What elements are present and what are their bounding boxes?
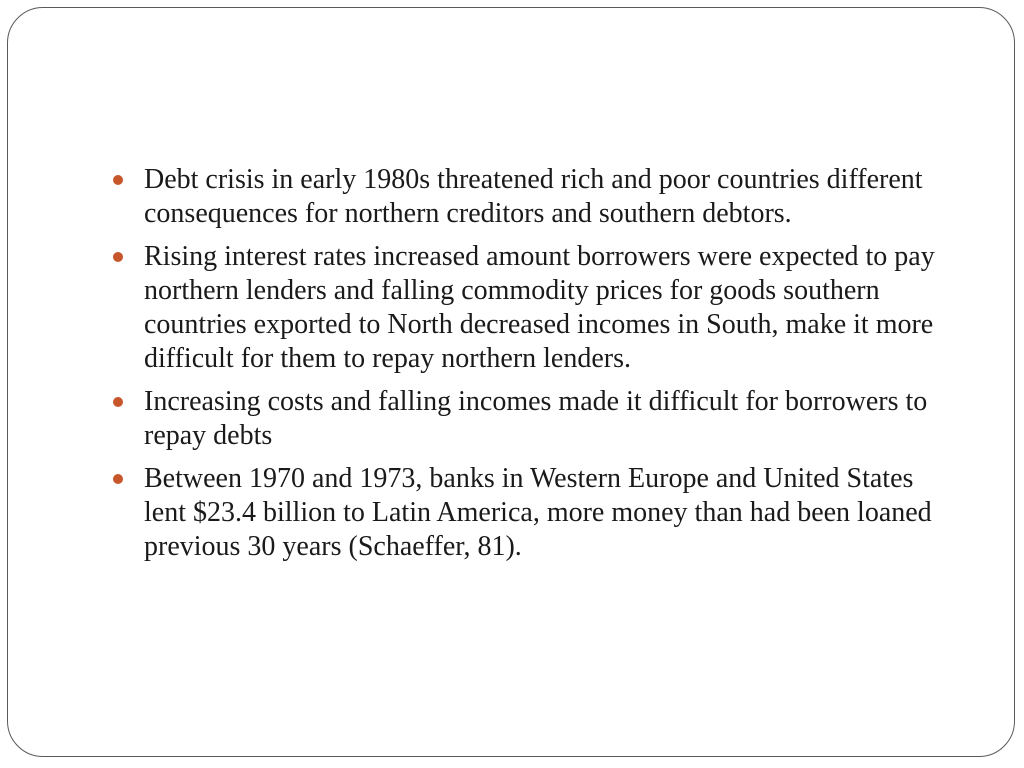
bullet-item-1 bbox=[112, 163, 962, 231]
bullet-text-4: Between 1970 and 1973, banks in Western Europe and United States lent $23.4 billion to Latin America, more money than had been loaned previous 30 years (Schaeffer, 81). bbox=[144, 463, 932, 562]
bullet-dot-icon bbox=[113, 474, 123, 484]
bullet-item-4 bbox=[112, 462, 962, 564]
bullet-dot-icon bbox=[113, 252, 123, 262]
bullet-text-1: Debt crisis in early 1980s threatened rich and poor countries different consequences for northern creditors and southern debtors. bbox=[144, 164, 923, 229]
bullet-list bbox=[112, 163, 962, 564]
slide-content bbox=[112, 163, 962, 573]
bullet-item-2 bbox=[112, 240, 962, 376]
bullet-text-2: Rising interest rates increased amount borrowers were expected to pay northern lenders and falling commodity prices for goods southern countries exported to North decreased incomes in South, make it more difficult for them to repay northern lenders. bbox=[144, 241, 935, 374]
bullet-item-3 bbox=[112, 385, 962, 453]
bullet-dot-icon bbox=[113, 397, 123, 407]
bullet-dot-icon bbox=[113, 175, 123, 185]
bullet-text-3: Increasing costs and falling incomes made it difficult for borrowers to repay debts bbox=[144, 386, 928, 451]
